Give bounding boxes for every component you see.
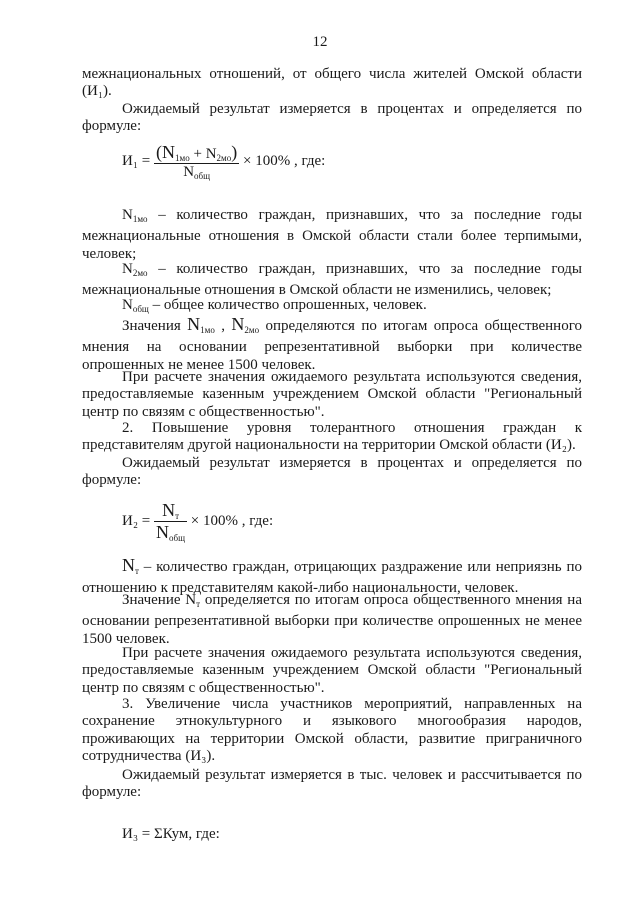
definition-nt: $N_т$ – количество граждан, отрицающих раздражение или неприязнь по отношению к представителям какой-либо национальности, человек.: [82, 555, 582, 597]
definition-nobsh: $N_{общ}$ – общее количество опрошенных, человек.: [122, 297, 427, 314]
definition-n1mo: $N_{1мо}$ – количество граждан, признавших, что за последние годы межнациональные отношения в Омской области стали более терпимыми, человек;: [82, 207, 582, 262]
paragraph-expect-1: Ожидаемый результат измеряется в процентах и определяется по формуле:: [82, 101, 582, 135]
paragraph-value-nt: Значение $N_т$ определяется по итогам опроса общественного мнения на основании репрезентативной выборки при количестве опрошенных не менее 1500 человек.: [82, 592, 582, 647]
paragraph-expect-2: Ожидаемый результат измеряется в процентах и определяется по формуле:: [82, 455, 582, 489]
formula-3: И₃ = ΣКум, где:: [122, 826, 220, 842]
paragraph-source-2: При расчете значения ожидаемого результата используются сведения, предоставляемые казенным учреждением Омской области "Региональный центр по связям с общественностью".: [82, 645, 582, 696]
paragraph-intro: межнациональных отношений, от общего числа жителей Омской области (И₁).: [82, 66, 582, 100]
item-2-heading: 2. Повышение уровня толерантного отношения граждан к представителям другой национальности на территории Омской области (И₂).: [82, 420, 582, 454]
paragraph-values: Значения $N_{1мо}$ , $N_{2мо}$ определяются по итогам опроса общественного мнения на основании репрезентативной выборки при количестве опрошенных не менее 1500 человек.: [82, 314, 582, 373]
formula-2: И₂ = $\frac{N_т}{N_{общ}}$ × 100% , где:: [122, 500, 274, 543]
item-3-heading: 3. Увеличение числа участников мероприятий, направленных на сохранение этнокультурного и языкового многообразия народов, проживающих на территории Омской области, развитие приграничного сотрудничества (И₃).: [82, 696, 582, 765]
paragraph-expect-3: Ожидаемый результат измеряется в тыс. человек и рассчитывается по формуле:: [82, 767, 582, 801]
paragraph-source-1: При расчете значения ожидаемого результата используются сведения, предоставляемые казенным учреждением Омской области "Региональный центр по связям с общественностью".: [82, 369, 582, 420]
formula-1: И₁ = $\frac{(N_{1мо} + N_{2мо})}{N_{общ}}$ × 100% , где:: [122, 142, 326, 181]
page-number: 12: [312, 34, 328, 50]
definition-n2mo: $N_{2мо}$ – количество граждан, признавших, что за последние годы межнациональные отношения в Омской области не изменились, человек;: [82, 261, 582, 299]
